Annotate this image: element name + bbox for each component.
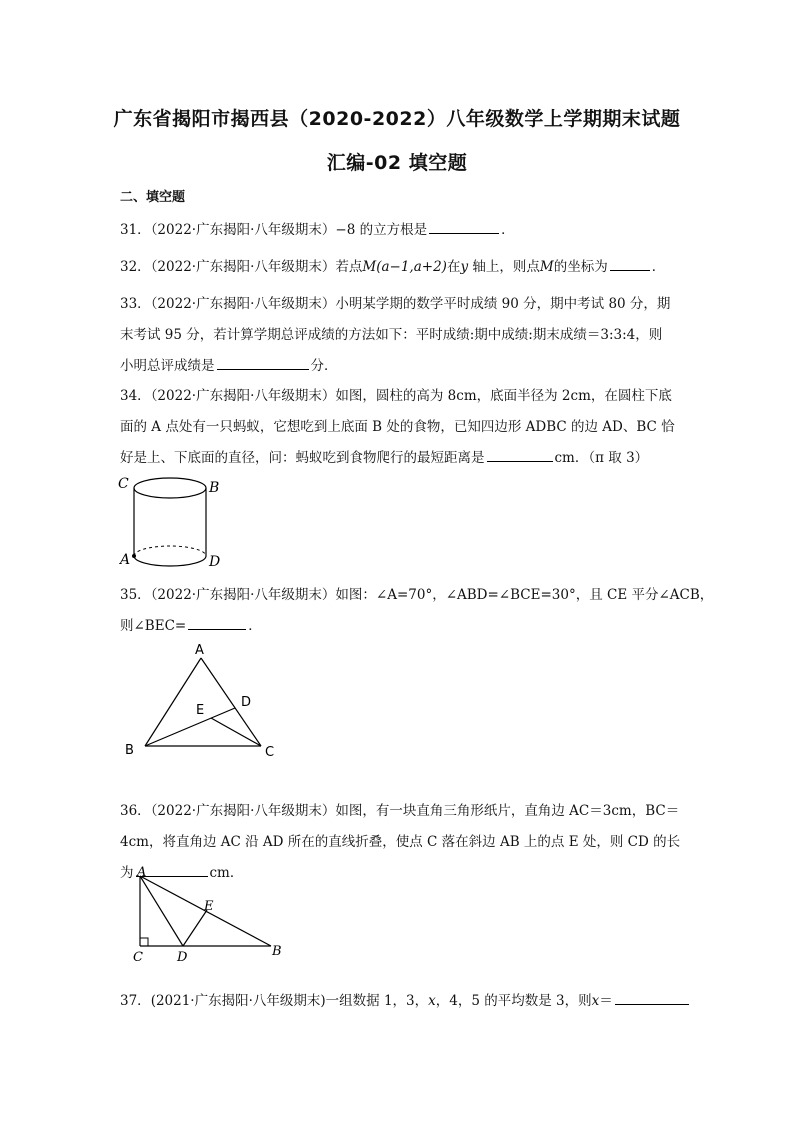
answer-blank[interactable]: [188, 615, 246, 630]
question-37: 37．(2021·广东揭阳·八年级期末)一组数据 1，3，x，4，5 的平均数是 3，则x＝: [120, 989, 691, 1009]
segment-ad: [140, 876, 183, 946]
page-subtitle: 汇编-02 填空题: [326, 152, 468, 174]
label-d: D: [177, 950, 188, 965]
label-a: A: [120, 552, 131, 568]
label-e: E: [196, 703, 205, 718]
label-b: B: [272, 944, 282, 959]
question-33-line2: 末考试 95 分，若计算学期总评成绩的方法如下：平时成绩:期中成绩:期末成绩＝3:3:4，则: [120, 327, 663, 343]
question-36-line2: 4cm，将直角边 AC 沿 AD 所在的直线折叠，使点 C 落在斜边 AB 上的点 E 处，则 CD 的长: [120, 834, 681, 850]
segment-ac: [201, 658, 261, 746]
label-d: D: [241, 695, 252, 710]
question-35-line2: 则∠BEC= ．: [120, 614, 262, 634]
label-a: A: [137, 865, 147, 880]
page-title: 广东省揭阳市揭西县（2020-2022）八年级数学上学期期末试题: [113, 108, 681, 130]
label-c: C: [265, 745, 275, 760]
right-triangle-figure: [125, 864, 295, 966]
segment-ab: [145, 658, 201, 746]
segment-bd: [145, 708, 235, 746]
question-31: 31．（2022·广东揭阳·八年级期末）−8 的立方根是 ．: [120, 218, 515, 238]
question-33: 33．（2022·广东揭阳·八年级期末）小明某学期的数学平时成绩 90 分，期中考试 80 分，期: [120, 296, 671, 312]
answer-blank[interactable]: [429, 219, 499, 234]
answer-blank[interactable]: [217, 355, 309, 370]
segment-de: [183, 910, 207, 946]
triangle-figure: [115, 638, 285, 760]
label-b: B: [125, 743, 134, 758]
answer-blank[interactable]: [610, 256, 650, 271]
question-34-line3: 好是上、下底面的直径，问：蚂蚁吃到食物爬行的最短距离是 cm．（π 取 3）: [120, 446, 648, 466]
cylinder-bottom-front: [134, 556, 206, 566]
answer-blank[interactable]: [615, 990, 689, 1005]
label-d: D: [209, 554, 221, 570]
question-35: 35．（2022·广东揭阳·八年级期末）如图：∠A=70°，∠ABD=∠BCE=30°，且 CE 平分∠ACB，: [120, 587, 714, 603]
label-c: C: [118, 476, 129, 492]
question-36-line3: 为 cm．: [120, 861, 243, 881]
cylinder-top-ellipse: [134, 478, 206, 498]
cylinder-figure: [112, 470, 232, 570]
point-a-dot: [132, 554, 136, 558]
section-heading: 二、填空题: [120, 190, 186, 205]
question-36: 36．（2022·广东揭阳·八年级期末）如图，有一块直角三角形纸片，直角边 AC＝3cm，BC＝: [120, 803, 680, 819]
question-32: 32．（2022·广东揭阳·八年级期末）若点M(a−1,a+2)在y 轴上，则点M的坐标为 ．: [120, 255, 665, 275]
label-c: C: [133, 950, 143, 965]
segment-ce: [211, 718, 261, 746]
answer-blank[interactable]: [487, 447, 553, 462]
label-b: B: [209, 480, 220, 496]
question-34: 34．（2022·广东揭阳·八年级期末）如图，圆柱的高为 8cm，底面半径为 2cm，在圆柱下底: [120, 388, 672, 404]
question-33-line3: 小明总评成绩是 分．: [120, 354, 338, 374]
label-a: A: [195, 643, 204, 658]
cylinder-bottom-back: [134, 546, 206, 556]
right-angle-mark: [140, 938, 148, 946]
label-e: E: [204, 899, 214, 914]
question-34-line2: 面的 A 点处有一只蚂蚁，它想吃到上底面 B 处的食物，已知四边形 ADBC 的边 AD、BC 恰: [120, 419, 675, 435]
